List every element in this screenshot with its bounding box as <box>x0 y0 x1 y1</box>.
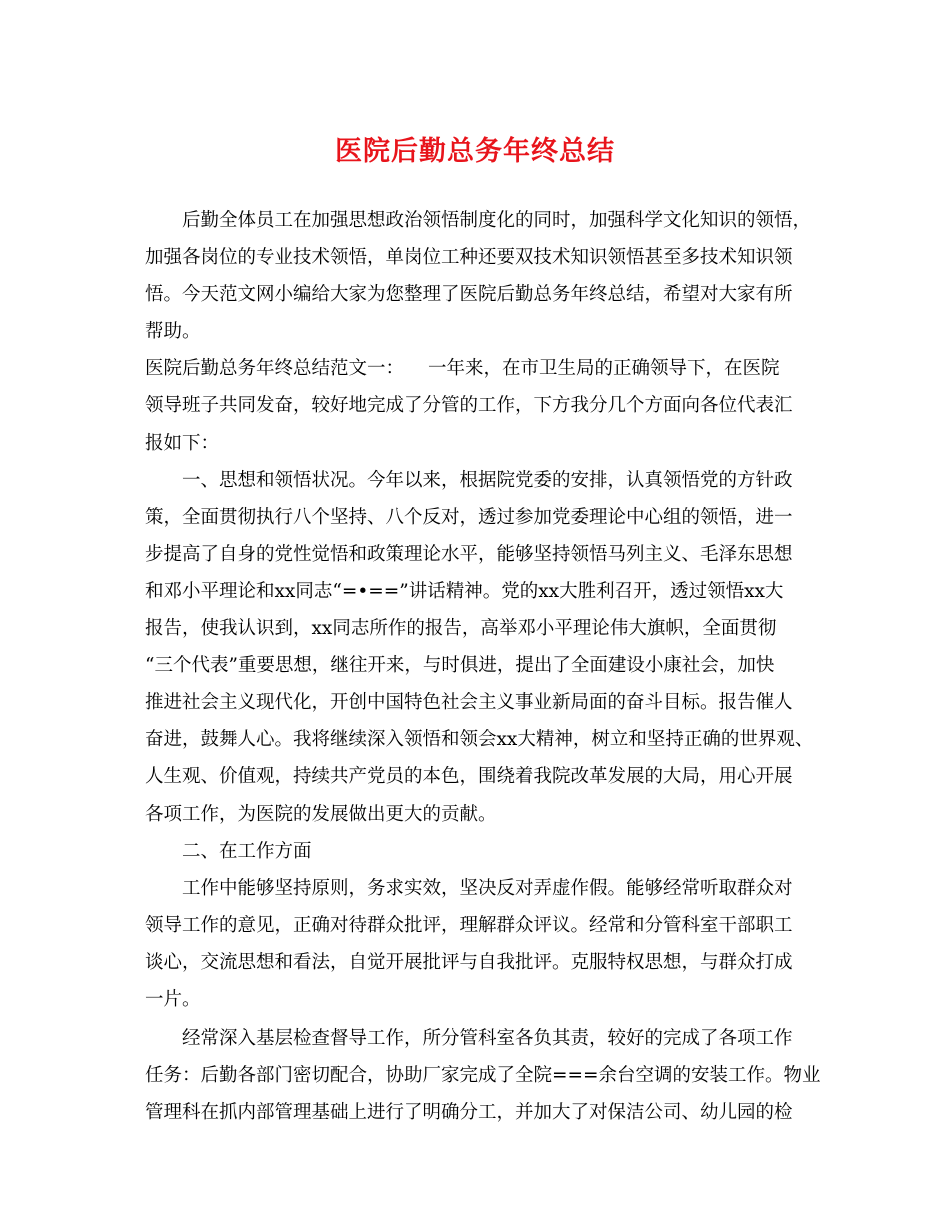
part1-line: 一、思想和领悟状况。今年以来，根据院党委的安排，认真领悟党的方针政 <box>182 469 793 491</box>
intro-line: 帮助。 <box>145 321 201 343</box>
part1-line: 人生观、价值观，持续共产党员的本色，围绕着我院改革发展的大局，用心开展 <box>145 766 793 788</box>
section-intro-line: 领导班子共同发奋，较好地完成了分管的工作，下方我分几个方面向各位代表汇 <box>145 395 793 417</box>
part1-line: 各项工作，为医院的发展做出更大的贡献。 <box>145 803 497 825</box>
intro-line: 加强各岗位的专业技术领悟，单岗位工种还要双技术知识领悟甚至多技术知识领 <box>145 247 793 269</box>
part2-p1-line: 领导工作的意见，正确对待群众批评，理解群众评议。经常和分管科室干部职工 <box>145 914 793 936</box>
part2-heading: 二、在工作方面 <box>182 840 312 862</box>
part2-p2-line: 管理科在抓内部管理基础上进行了明确分工，并加大了对保洁公司、幼儿园的检 <box>145 1102 793 1124</box>
part1-line: 策，全面贯彻执行八个坚持、八个反对，透过参加党委理论中心组的领悟，进一 <box>145 506 793 528</box>
section-label: 医院后勤总务年终总结范文一： <box>145 358 405 380</box>
part1-line: “三个代表”重要思想，继往开来，与时俱进，提出了全面建设小康社会，加快 <box>145 655 775 677</box>
section-head-line <box>145 350 820 387</box>
part1-line: 奋进，鼓舞人心。我将继续深入领悟和领会xx大精神，树立和坚持正确的世界观、 <box>145 729 814 751</box>
part2-p2-line: 任务：后勤各部门密切配合，协助厂家完成了全院===余台空调的安装工作。物业 <box>145 1065 821 1087</box>
part2-p1-line: 谈心，交流思想和看法，自觉开展批评与自我批评。克服特权思想，与群众打成 <box>145 951 793 973</box>
part2-p1-line: 一片。 <box>145 988 201 1010</box>
document-title: 医院后勤总务年终总结 <box>335 136 615 167</box>
section-intro-line: 报如下： <box>145 432 220 454</box>
part2-p2-line: 经常深入基层检查督导工作，所分管科室各负其责，较好的完成了各项工作 <box>182 1028 793 1050</box>
part1-line: 推进社会主义现代化，开创中国特色社会主义事业新局面的奋斗目标。报告催人 <box>145 692 793 714</box>
part1-line: 步提高了自身的党性觉悟和政策理论水平，能够坚持领悟马列主义、毛泽东思想 <box>145 543 793 565</box>
part1-line: 和邓小平理论和xx同志“=•==”讲话精神。党的xx大胜利召开，透过领悟xx大 <box>145 580 784 602</box>
part1-line: 报告，使我认识到，xx同志所作的报告，高举邓小平理论伟大旗帜，全面贯彻 <box>145 618 777 640</box>
part2-p1-line: 工作中能够坚持原则，务求实效，坚决反对弄虚作假。能够经常听取群众对 <box>182 877 793 899</box>
section-head-text: 一年来，在市卫生局的正确领导下，在医院 <box>428 358 780 380</box>
intro-line: 悟。今天范文网小编给大家为您整理了医院后勤总务年终总结，希望对大家有所 <box>145 284 793 306</box>
document-body <box>145 202 820 1131</box>
intro-line: 后勤全体员工在加强思想政治领悟制度化的同时，加强科学文化知识的领悟， <box>182 210 812 231</box>
